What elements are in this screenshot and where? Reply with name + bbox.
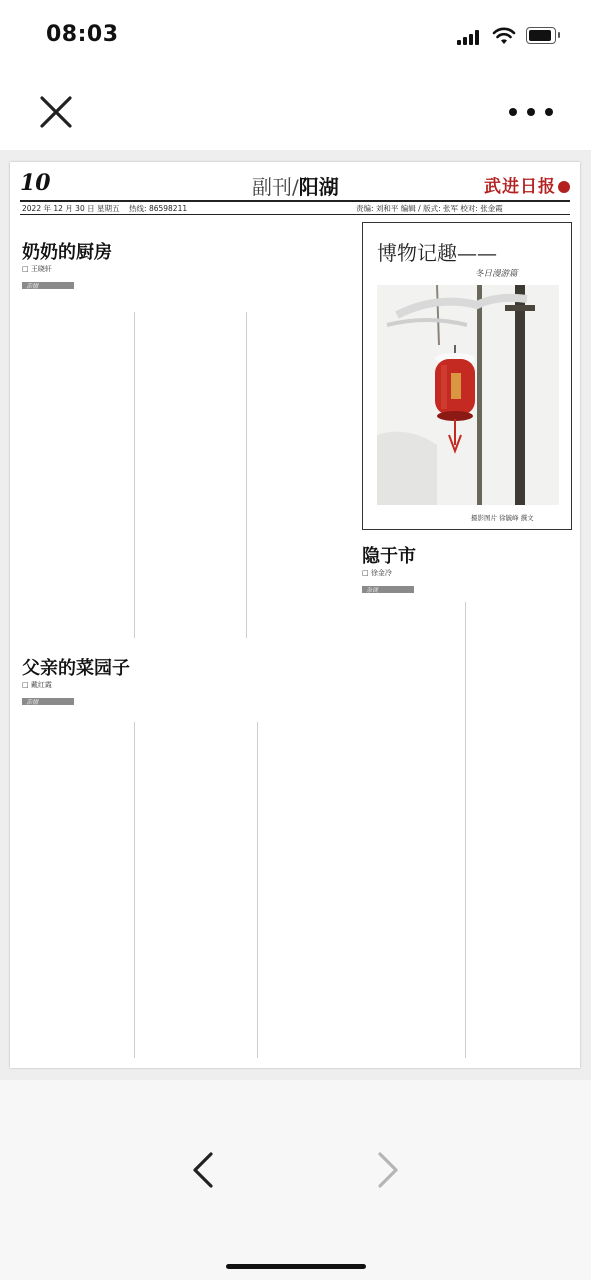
- logo-text: 武进日报: [484, 177, 556, 197]
- forward-arrow-icon[interactable]: [370, 1148, 406, 1192]
- top-bar: [0, 70, 591, 150]
- photo-credit: 摄影图片 徐毓峰 撰文: [471, 514, 534, 522]
- article-body: [22, 312, 132, 638]
- article-body: [362, 602, 462, 1058]
- article-byline: □ 徐金冷: [362, 569, 392, 577]
- date-line: [22, 203, 187, 214]
- article-tag: [22, 698, 74, 705]
- article-tag-label: 亲情: [26, 283, 39, 290]
- article-body: [249, 312, 355, 638]
- home-indicator: [226, 1264, 366, 1269]
- article-body: [260, 722, 355, 1058]
- article-title[interactable]: 父亲的菜园子: [22, 658, 130, 679]
- header-rule-thin: [20, 214, 570, 215]
- article-tag: [22, 282, 74, 289]
- article-tag-label: 杂谈: [366, 587, 379, 594]
- editor-credits: 责编: 刘和平 编辑 / 版式: 张军 校对: 张金霞: [356, 204, 503, 213]
- feature-subtitle: 冬日漫游篇: [475, 269, 518, 279]
- lantern-photo: [377, 285, 559, 505]
- cellular-signal-icon: [457, 29, 481, 45]
- section-name: 阳湖: [298, 175, 339, 199]
- article-body: [22, 722, 132, 1058]
- article-title[interactable]: 隐于市: [362, 546, 416, 567]
- article-body: [137, 722, 255, 1058]
- article-author: 徐金冷: [370, 569, 392, 577]
- battery-icon: [526, 27, 556, 44]
- column-divider: [257, 722, 258, 1058]
- article-byline: □ 戴红霞: [22, 681, 52, 689]
- article-body: [137, 312, 244, 638]
- article-tag: [362, 586, 414, 593]
- page-number: 10: [20, 170, 51, 196]
- bottom-nav-bar: [0, 1080, 591, 1280]
- article-author: 王晓轩: [30, 265, 52, 273]
- more-options-icon[interactable]: [505, 100, 557, 124]
- back-arrow-icon[interactable]: [185, 1148, 221, 1192]
- wifi-icon: [492, 26, 516, 46]
- issue-date: 2022 年 12 月 30 日 星期五: [22, 204, 120, 213]
- column-divider: [134, 312, 135, 638]
- column-divider: [246, 312, 247, 638]
- feature-title: 博物记趣——: [377, 241, 497, 265]
- newspaper-logo: [484, 172, 570, 197]
- section-title: [252, 171, 339, 200]
- article-byline: □ 王晓轩: [22, 265, 52, 273]
- column-divider: [134, 722, 135, 1058]
- hotline: 热线: 86598211: [129, 204, 188, 213]
- status-bar: [0, 0, 591, 70]
- close-icon[interactable]: [36, 92, 76, 132]
- section-prefix: 副刊/: [252, 175, 299, 199]
- newspaper-viewer[interactable]: [0, 150, 591, 1080]
- article-body: [469, 602, 570, 1058]
- newspaper-page: [10, 162, 580, 1068]
- article-author: 戴红霞: [30, 681, 52, 689]
- status-time: 08:03: [46, 22, 119, 47]
- column-divider: [465, 602, 466, 1058]
- header-rule: [20, 200, 570, 202]
- feature-box[interactable]: [362, 222, 572, 530]
- logo-mark-icon: [558, 181, 570, 193]
- article-tag-label: 亲情: [26, 699, 39, 706]
- article-title[interactable]: 奶奶的厨房: [22, 242, 112, 263]
